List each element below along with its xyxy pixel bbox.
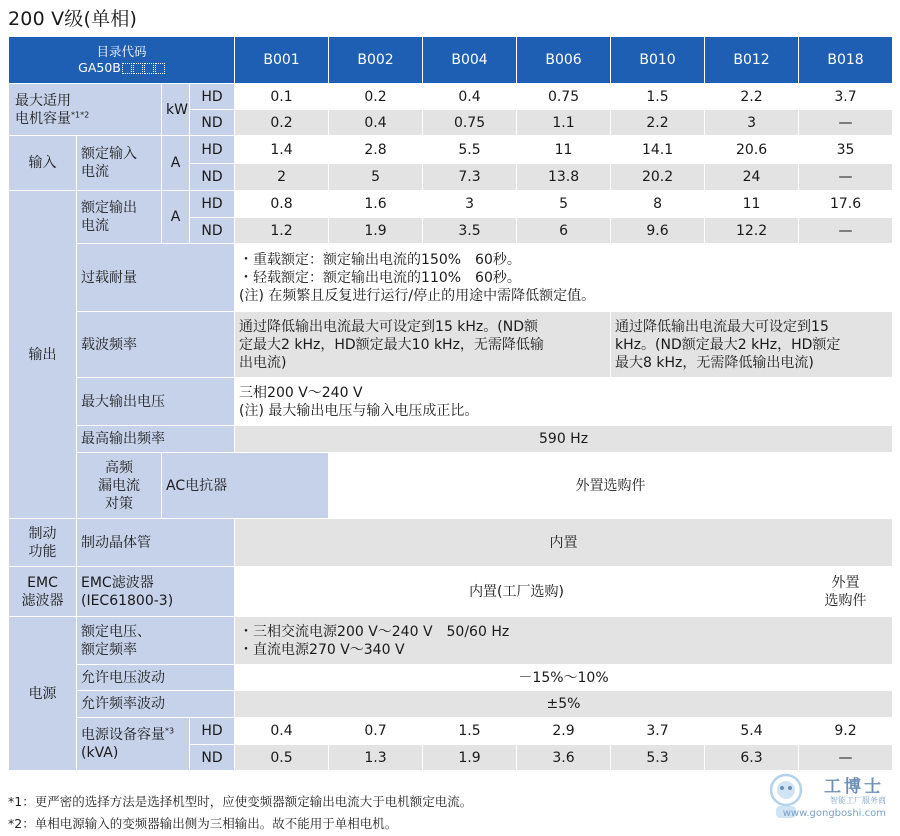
page-title: 200 V级(单相): [8, 8, 138, 30]
input-nd-value: 13.8: [517, 164, 611, 191]
capacity-nd-value: 0.5: [235, 745, 329, 771]
output-hd-value: 0.8: [235, 191, 329, 218]
output-nd-value: 12.2: [705, 218, 799, 244]
input-nd-value: 20.2: [611, 164, 705, 191]
motor-unit: kW: [162, 84, 190, 136]
motor-nd-value: 2.2: [611, 110, 705, 136]
output-nd-value: 1.9: [329, 218, 423, 244]
braking-transistor-value: 内置: [235, 519, 893, 567]
voltage-fluctuation-label: 允许电压波动: [77, 665, 235, 691]
output-hd-value: 11: [705, 191, 799, 218]
frequency-fluctuation-label: 允许频率波动: [77, 691, 235, 718]
model-header: B006: [517, 37, 611, 84]
grade-hd: HD: [190, 136, 235, 164]
motor-nd-value: 0.2: [235, 110, 329, 136]
capacity-hd-value: 1.5: [423, 718, 517, 745]
max-frequency-label: 最高输出频率: [77, 426, 235, 453]
model-header: B012: [705, 37, 799, 84]
catalog-code-header: [9, 37, 235, 84]
input-nd-value: 5: [329, 164, 423, 191]
motor-nd-value: —: [799, 110, 893, 136]
output-nd-value: 1.2: [235, 218, 329, 244]
footnote-1: *1：更严密的选择方法是选择机型时，应使变频器额定输出电流大于电机额定电流。: [8, 794, 473, 809]
model-header: B001: [235, 37, 329, 84]
motor-hd-value: 0.1: [235, 84, 329, 110]
watermark-tagline: 智能工厂服务商: [830, 796, 886, 805]
grade-hd: HD: [190, 84, 235, 110]
output-current-label: 额定输出 电流: [77, 191, 162, 244]
grade-nd: ND: [190, 745, 235, 771]
motor-hd-value: 0.2: [329, 84, 423, 110]
input-category: 输入: [9, 136, 77, 191]
input-hd-value: 20.6: [705, 136, 799, 164]
grade-hd: HD: [190, 718, 235, 745]
carrier-label: 载波频率: [77, 312, 235, 378]
motor-hd-value: 0.75: [517, 84, 611, 110]
motor-nd-value: 1.1: [517, 110, 611, 136]
output-unit: A: [162, 191, 190, 244]
power-capacity-label: 电源设备容量$^{*3}$ (kVA): [77, 718, 190, 771]
output-hd-value: 17.6: [799, 191, 893, 218]
input-hd-value: 11: [517, 136, 611, 164]
capacity-nd-value: 1.9: [423, 745, 517, 771]
ac-reactor-value: 外置选购件: [329, 453, 893, 519]
motor-hd-value: 2.2: [705, 84, 799, 110]
max-voltage-label: 最大输出电压: [77, 378, 235, 426]
output-nd-value: 9.6: [611, 218, 705, 244]
motor-nd-value: 3: [705, 110, 799, 136]
input-nd-value: 2: [235, 164, 329, 191]
rated-voltage-value: ・三相交流电源200 V～240 V 50/60 Hz ・直流电源270 V～340 V: [235, 617, 893, 665]
capacity-nd-value: —: [799, 745, 893, 771]
emc-category: EMC 滤波器: [9, 567, 77, 617]
motor-hd-value: 1.5: [611, 84, 705, 110]
output-nd-value: 6: [517, 218, 611, 244]
input-hd-value: 2.8: [329, 136, 423, 164]
model-header: B004: [423, 37, 517, 84]
braking-category: 制动 功能: [9, 519, 77, 567]
emc-filter-value-b018: 外置 选购件: [799, 567, 893, 617]
max-frequency-value: 590 Hz: [235, 426, 893, 453]
capacity-nd-value: 3.6: [517, 745, 611, 771]
overload-value: ・重载额定：额定输出电流的150% 60秒。 ・轻载额定：额定输出电流的110% 60秒。 (注) 在频繁且反复进行运行/停止的用途中需降低额定值。: [235, 244, 893, 312]
input-hd-value: 5.5: [423, 136, 517, 164]
capacity-nd-value: 5.3: [611, 745, 705, 771]
catalog-code-prefix: GA50B: [78, 60, 121, 75]
model-header: B010: [611, 37, 705, 84]
watermark-name: 工博士: [824, 777, 884, 797]
spec-table: [8, 36, 893, 771]
input-nd-value: —: [799, 164, 893, 191]
grade-nd: ND: [190, 218, 235, 244]
motor-hd-value: 3.7: [799, 84, 893, 110]
input-hd-value: 1.4: [235, 136, 329, 164]
capacity-nd-value: 1.3: [329, 745, 423, 771]
emc-filter-label: EMC滤波器 (IEC61800-3): [77, 567, 235, 617]
catalog-code-label: 目录代码: [96, 44, 147, 59]
voltage-fluctuation-value: －15%～10%: [235, 665, 893, 691]
harmonic-category: 高频 漏电流 对策: [77, 453, 162, 519]
frequency-fluctuation-value: ±5%: [235, 691, 893, 718]
power-category: 电源: [9, 617, 77, 771]
output-nd-value: —: [799, 218, 893, 244]
overload-label: 过载耐量: [77, 244, 235, 312]
grade-nd: ND: [190, 164, 235, 191]
rated-voltage-label: 额定电压、 额定频率: [77, 617, 235, 665]
output-hd-value: 8: [611, 191, 705, 218]
output-hd-value: 3: [423, 191, 517, 218]
input-nd-value: 24: [705, 164, 799, 191]
max-voltage-value: 三相200 V～240 V (注) 最大输出电压与输入电压成正比。: [235, 378, 893, 426]
carrier-value-left: 通过降低输出电流最大可设定到15 kHz。(ND额 定最大2 kHz，HD额定最大10 kHz，无需降低输 出电流): [235, 312, 611, 378]
footnote-2: *2：单相电源输入的变频器输出侧为三相输出。故不能用于单相电机。: [8, 816, 398, 831]
input-unit: A: [162, 136, 190, 191]
motor-nd-value: 0.75: [423, 110, 517, 136]
output-hd-value: 1.6: [329, 191, 423, 218]
output-nd-value: 3.5: [423, 218, 517, 244]
output-category: 输出: [9, 191, 77, 519]
carrier-value-right: 通过降低输出电流最大可设定到15 kHz。(ND额定最大2 kHz，HD额定 最大8 kHz，无需降低输出电流): [611, 312, 893, 378]
motor-nd-value: 0.4: [329, 110, 423, 136]
grade-hd: HD: [190, 191, 235, 218]
emc-filter-value: 内置(工厂选购): [235, 567, 799, 617]
braking-transistor-label: 制动晶体管: [77, 519, 235, 567]
grade-nd: ND: [190, 110, 235, 136]
capacity-hd-value: 5.4: [705, 718, 799, 745]
capacity-hd-value: 2.9: [517, 718, 611, 745]
input-hd-value: 35: [799, 136, 893, 164]
model-header: B002: [329, 37, 423, 84]
input-hd-value: 14.1: [611, 136, 705, 164]
capacity-nd-value: 6.3: [705, 745, 799, 771]
motor-capacity-label: 最大适用 电机容量$^{*1*2}$: [9, 84, 162, 136]
motor-hd-value: 0.4: [423, 84, 517, 110]
capacity-hd-value: 9.2: [799, 718, 893, 745]
output-hd-value: 5: [517, 191, 611, 218]
capacity-hd-value: 3.7: [611, 718, 705, 745]
watermark-url: www.gongboshi.com: [782, 808, 886, 819]
input-current-label: 额定输入 电流: [77, 136, 162, 191]
input-nd-value: 7.3: [423, 164, 517, 191]
capacity-hd-value: 0.4: [235, 718, 329, 745]
model-header: B018: [799, 37, 893, 84]
capacity-hd-value: 0.7: [329, 718, 423, 745]
ac-reactor-label: AC电抗器: [162, 453, 329, 519]
